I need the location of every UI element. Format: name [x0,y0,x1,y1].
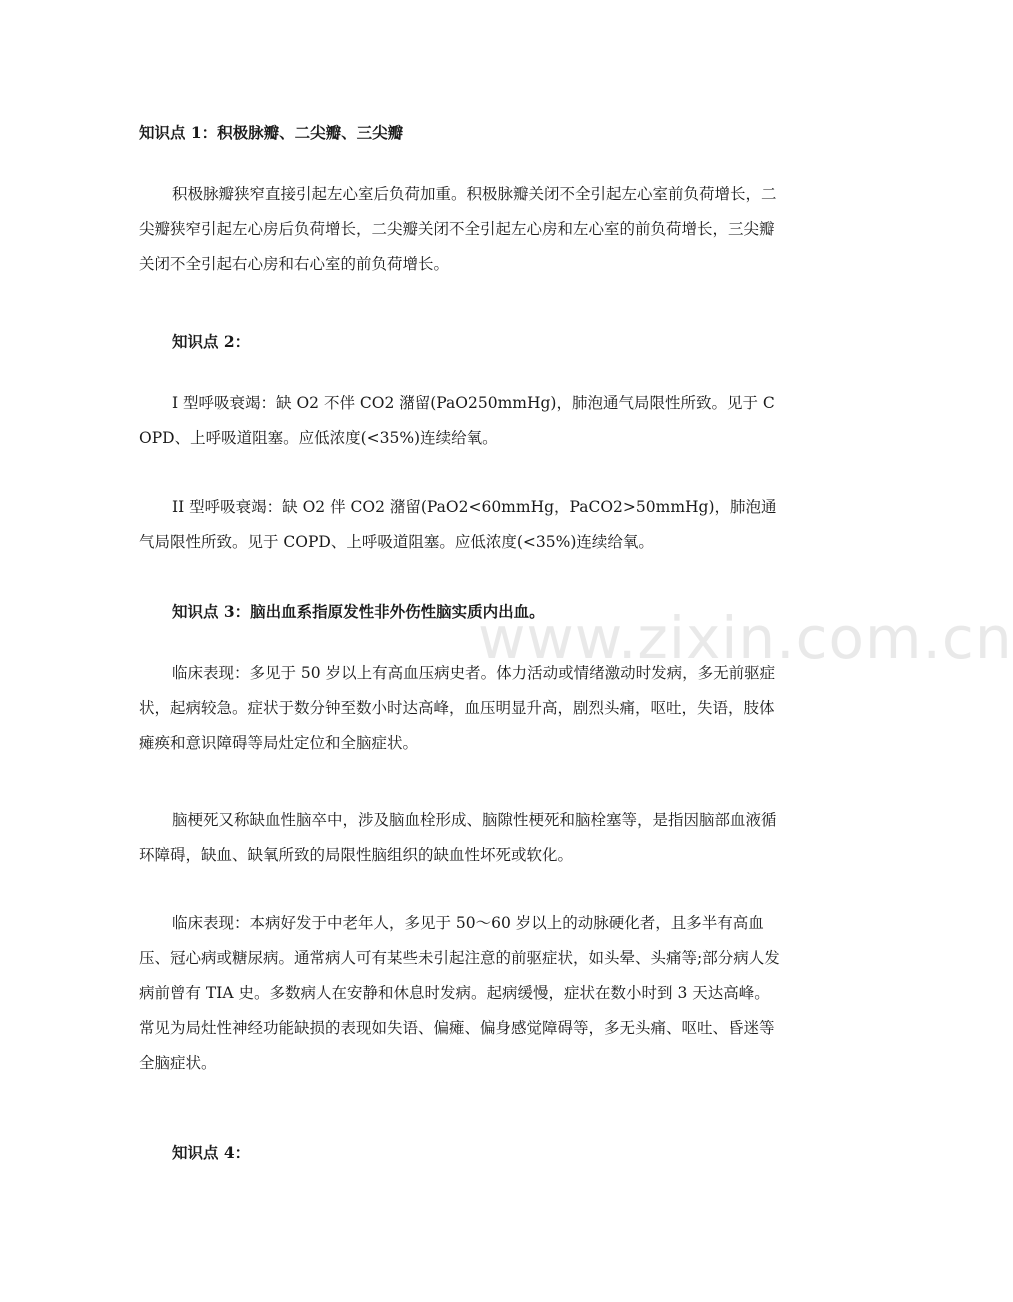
section-heading-1: 知识点 1：积极脉瓣、二尖瓣、三尖瓣 [139,123,404,142]
paragraph-valves: 积极脉瓣狭窄直接引起左心室后负荷加重。积极脉瓣关闭不全引起左心室前负荷增长，二尖瓣狭窄引起左心房后负荷增长，二尖瓣关闭不全引起左心房和左心室的前负荷增长，三尖瓣关闭不全引起右心房和右心室的前负荷增长。 [139,185,777,273]
section-heading-2: 知识点 2： [172,332,251,351]
paragraph-type1-respiratory-failure: I 型呼吸衰竭：缺 O2 不伴 CO2 潴留(PaO250mmHg)，肺泡通气局限性所致。见于 COPD、上呼吸道阻塞。应低浓度(<35%)连续给氧。 [139,394,775,447]
section-heading-4: 知识点 4： [172,1143,251,1162]
paragraph-type2-respiratory-failure: II 型呼吸衰竭：缺 O2 伴 CO2 潴留(PaO2<60mmHg，PaCO2>50mmHg)，肺泡通气局限性所致。见于 COPD、上呼吸道阻塞。应低浓度(<35%)连续给氧。 [139,498,777,551]
section-heading-3: 知识点 3：脑出血系指原发性非外伤性脑实质内出血。 [172,602,545,621]
watermark: www.zixin.com.cn [478,604,1013,672]
paragraph-hemorrhage-clinical: 临床表现：多见于 50 岁以上有高血压病史者。体力活动或情绪激动时发病，多无前驱症状，起病较急。症状于数分钟至数小时达高峰，血压明显升高，剧烈头痛，呕吐，失语，肢体瘫痪和意识障碍等局灶定位和全脑症状。 [139,664,776,752]
paragraph-infarction-definition: 脑梗死又称缺血性脑卒中，涉及脑血栓形成、脑隙性梗死和脑栓塞等，是指因脑部血液循环障碍，缺血、缺氧所致的局限性脑组织的缺血性坏死或软化。 [139,811,777,864]
paragraph-infarction-clinical: 临床表现：本病好发于中老年人，多见于 50～60 岁以上的动脉硬化者，且多半有高血压、冠心病或糖尿病。通常病人可有某些未引起注意的前驱症状，如头晕、头痛等;部分病人发病前曾有 TIA 史。多数病人在安静和休息时发病。起病缓慢，症状在数小时到 3 天达高峰。常见为局灶性神经功能缺损的表现如失语、偏瘫、偏身感觉障碍等，多无头痛、呕吐、昏迷等全脑症状。 [139,914,780,1072]
